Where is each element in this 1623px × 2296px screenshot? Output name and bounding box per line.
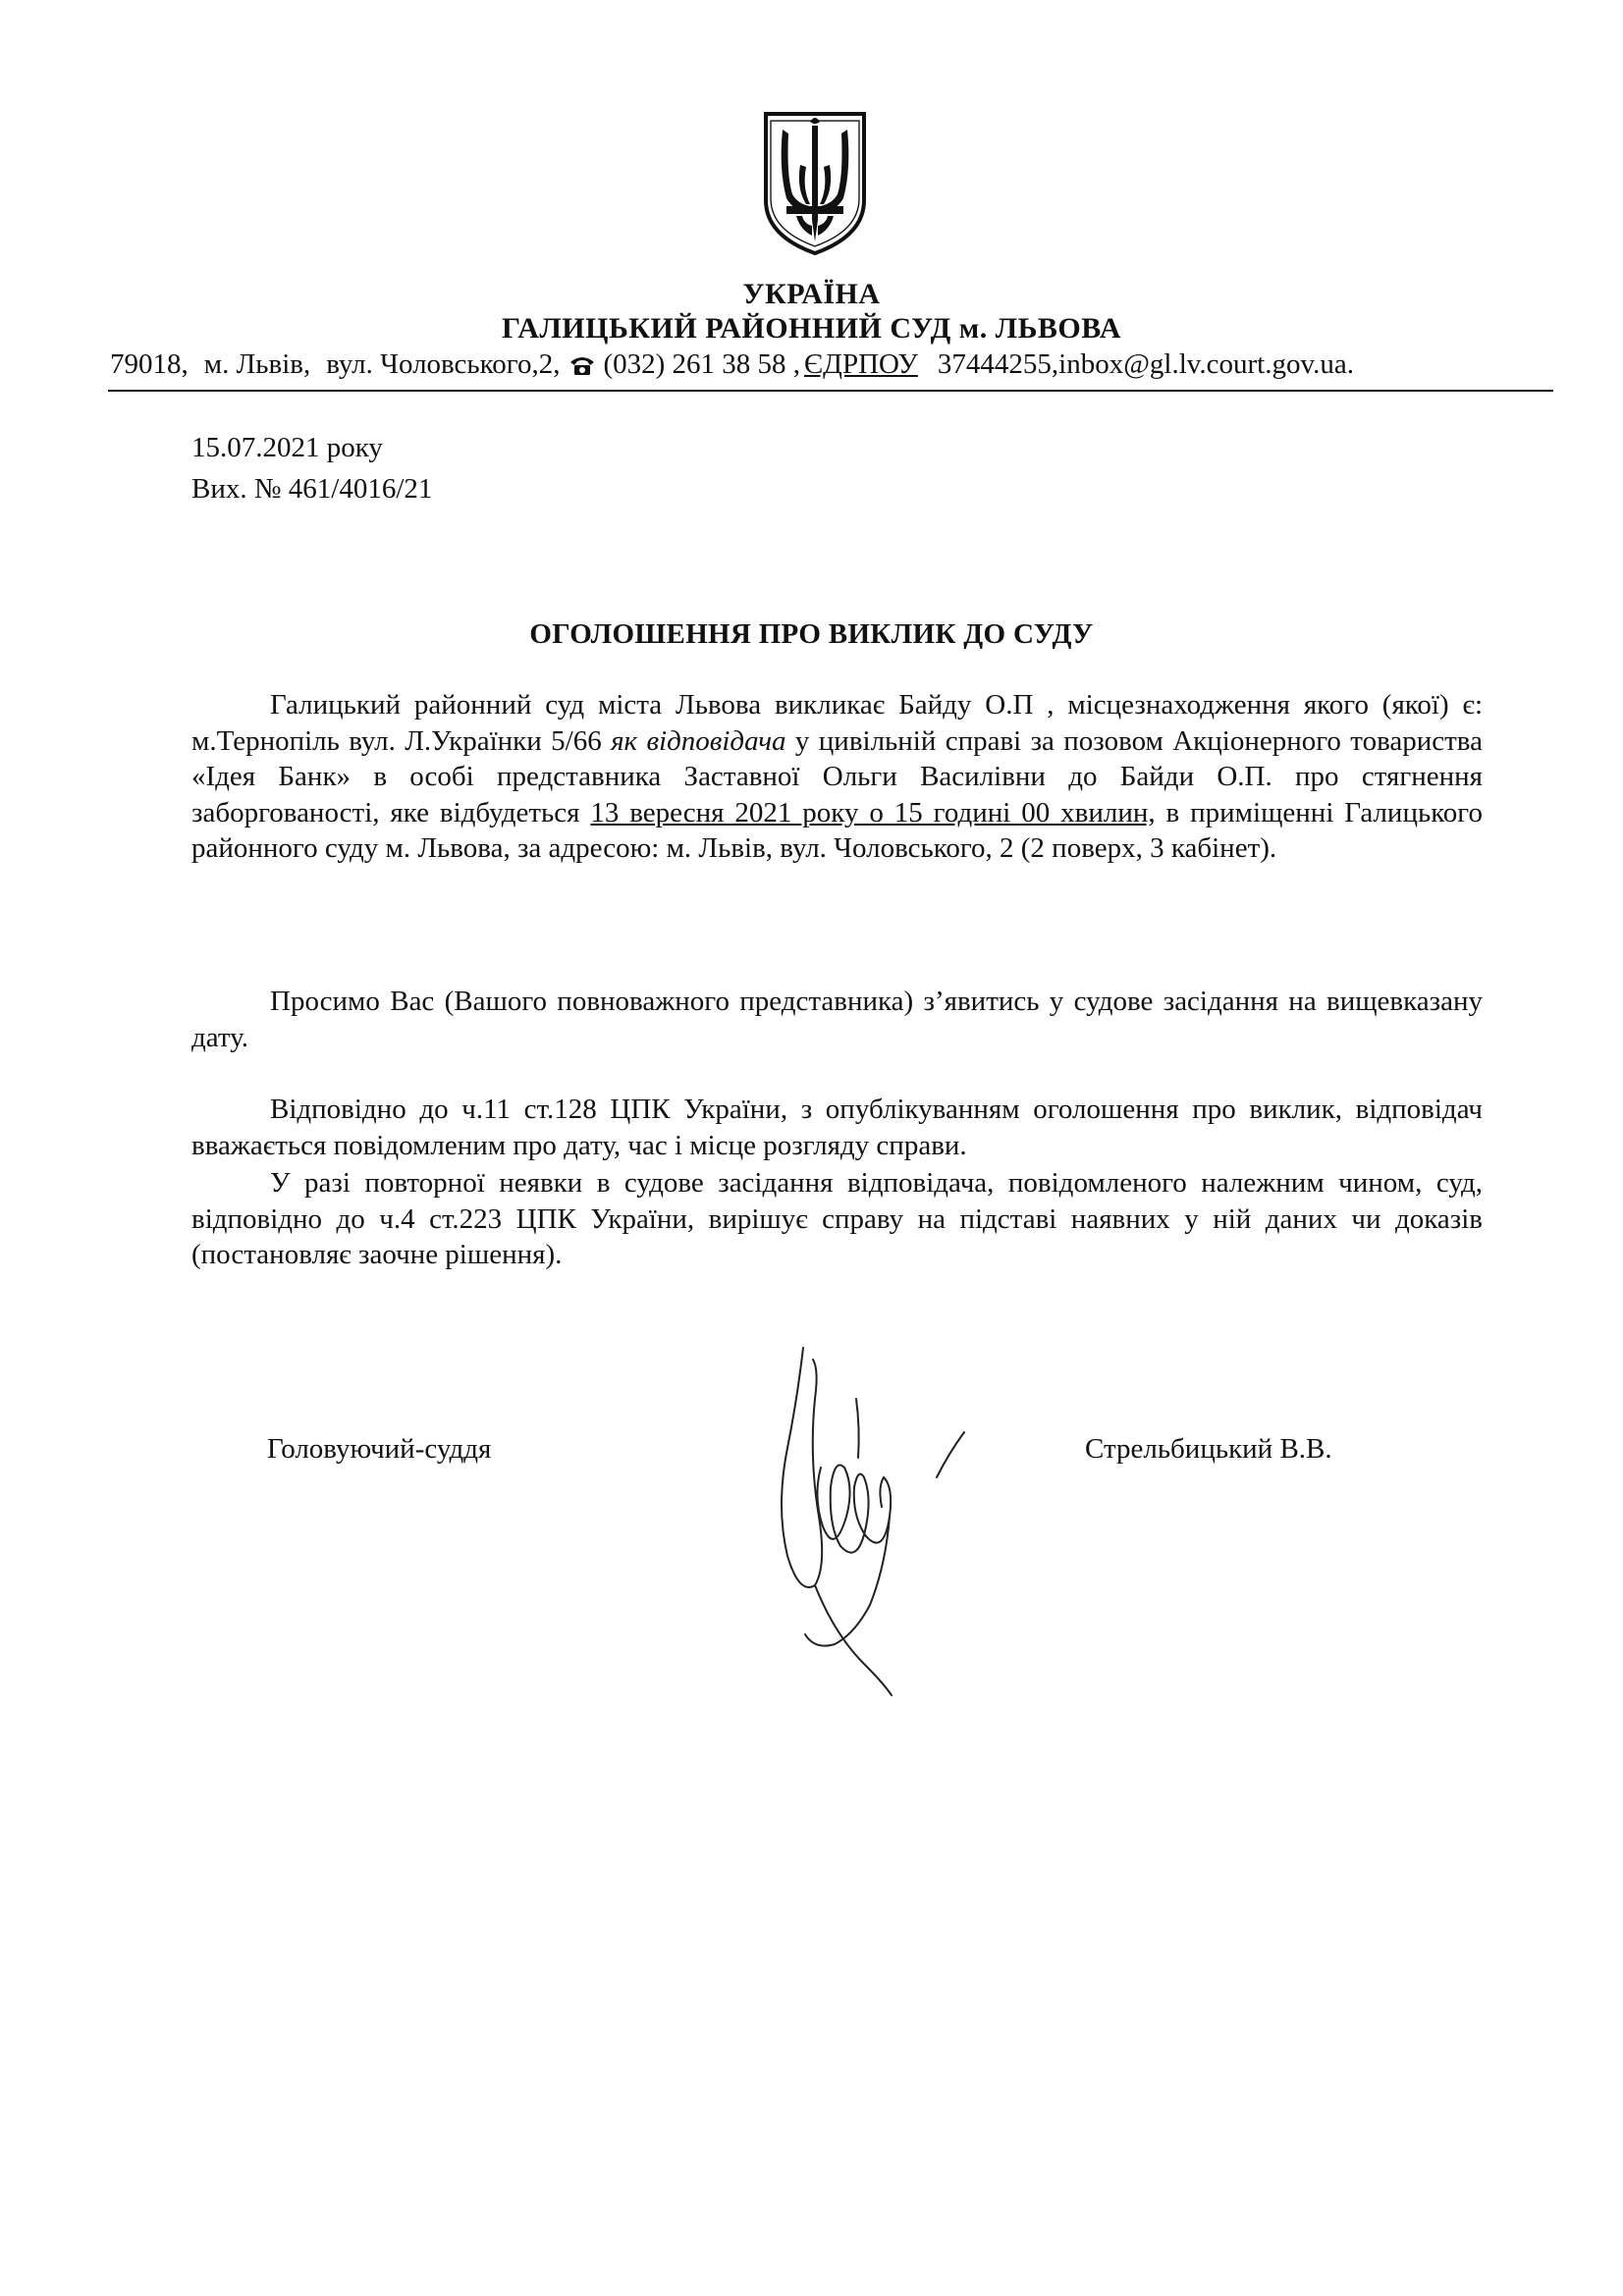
hearing-datetime: 13 вересня 2021 року о 15 годині 00 хвилин,: [590, 796, 1156, 828]
city: м. Львів,: [203, 348, 311, 380]
header-divider: [108, 390, 1553, 392]
summons-text-a: Галицький районний суд міста Львова викликає Байду О.П , місцезнаходження якого (якої) є: м.Тернопіль вул. Л.Українки 5/66: [191, 689, 1483, 757]
absence-text: У разі повторної неявки в судове засідання відповідача, повідомленого належним чином, суд, відповідно до ч.4 ст.223 ЦПК України, вирішує справу на підставі наявних у ній даних чи доказів (постановляє заочне рішення).: [191, 1167, 1483, 1270]
street: вул. Чоловського,2,: [326, 348, 561, 380]
document-title: ОГОЛОШЕННЯ ПРО ВИКЛИК ДО СУДУ: [529, 618, 1094, 650]
header-court-name: ГАЛИЦЬКИЙ РАЙОННИЙ СУД м. ЛЬВОВА: [501, 312, 1122, 345]
edrpou-label: ЄДРПОУ: [804, 348, 918, 380]
document-date: 15.07.2021 року: [191, 432, 383, 463]
trident-coat-of-arms-icon: [761, 110, 869, 257]
notice-paragraph: [191, 1092, 1483, 1163]
summons-text-b: у цивільній справі за позовом Акціонерного товариства «Ідея Банк» в особі представника Заставної Ольги Василівни до Байди О.П. про стягнення заборгованості, яке відбудеться: [191, 724, 1483, 828]
outgoing-number: Вих. № 461/4016/21: [191, 473, 433, 505]
handwritten-signature-icon: [776, 1340, 972, 1703]
header-address-line: [110, 348, 1553, 381]
defendant-role: як відповідача: [611, 724, 786, 757]
header-country: УКРАЇНА: [742, 278, 881, 310]
request-text: Просимо Вас (Вашого повноважного представника) з’явитись у судове засідання на вищевказану дату.: [191, 986, 1483, 1053]
absence-paragraph: [191, 1165, 1483, 1273]
edrpou-and-email: 37444255,inbox@gl.lv.court.gov.ua.: [937, 348, 1354, 380]
telephone-icon: [569, 354, 595, 376]
summons-paragraph: [191, 687, 1483, 867]
signatory-name: Стрельбицький В.В.: [1085, 1433, 1332, 1465]
notice-text: Відповідно до ч.11 ст.128 ЦПК України, з опублікуванням оголошення про виклик, відповідач вважається повідомленим про дату, час і місце розгляду справи.: [191, 1094, 1483, 1161]
summons-text-c: в приміщенні Галицького районного суду м. Львова, за адресою: м. Львів, вул. Чоловського, 2 (2 поверх, 3 кабінет).: [191, 796, 1483, 864]
postcode: 79018,: [110, 348, 189, 380]
request-paragraph: [191, 984, 1483, 1055]
phone-number: (032) 261 38 58 ,: [603, 348, 801, 380]
signatory-role: Головуючий-суддя: [267, 1433, 492, 1465]
